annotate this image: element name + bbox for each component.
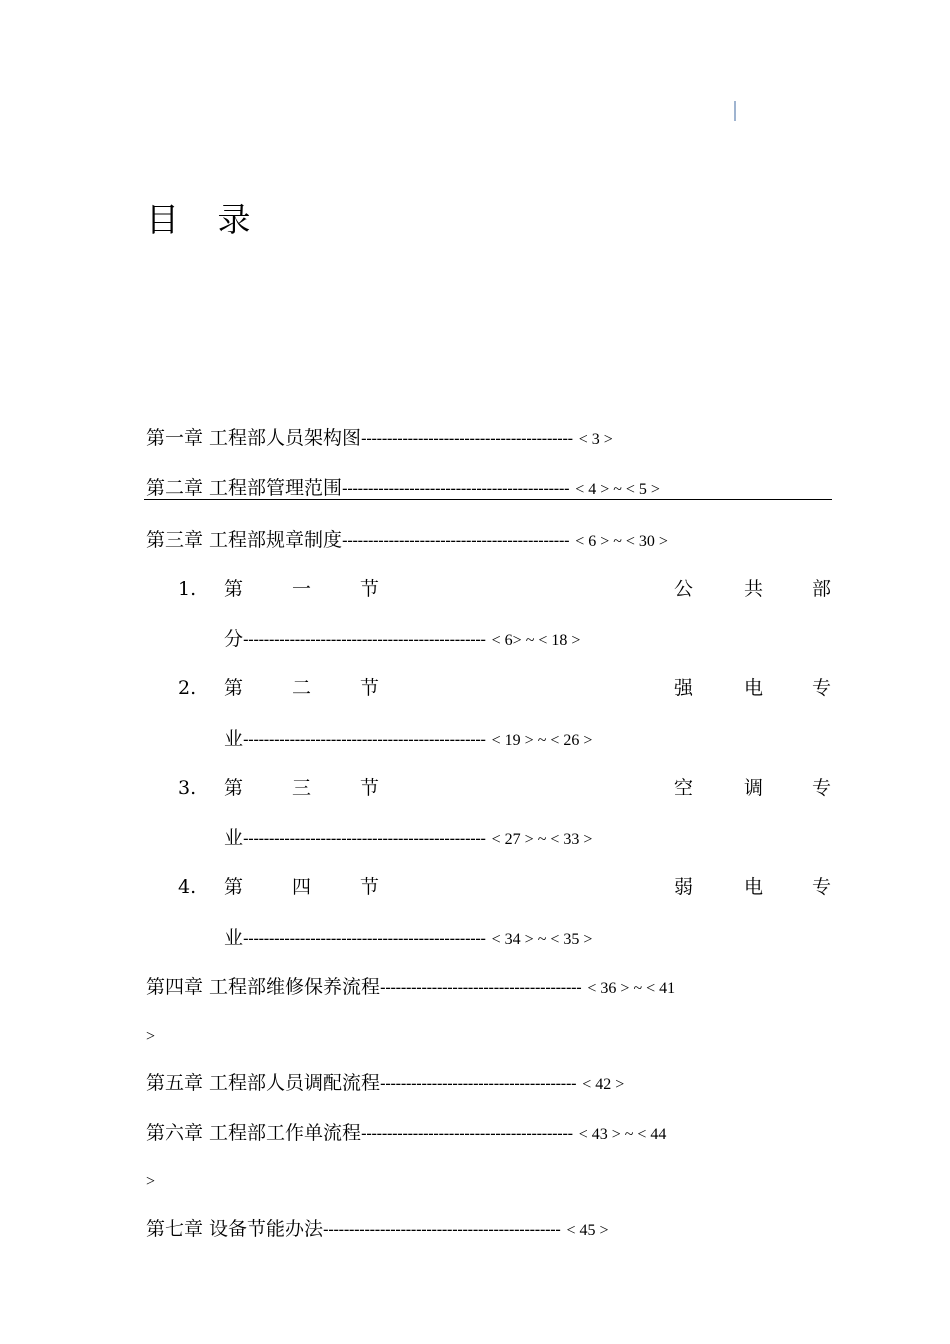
dot-leader: -----------------------------------------------: [243, 829, 486, 848]
section-char: 专: [812, 876, 832, 898]
toc-entry-section-1-cont[interactable]: [224, 626, 580, 654]
toc-entry-chapter-1[interactable]: [146, 425, 613, 453]
page-range: < 6 > ~ < 30 >: [575, 533, 668, 550]
section-char: 节: [360, 677, 380, 699]
section-char: 电: [744, 677, 764, 699]
section-char: 四: [292, 876, 312, 898]
dot-leader: -----------------------------------------: [361, 429, 573, 448]
section-continuation: 业: [224, 827, 244, 849]
dot-leader: --------------------------------------------: [342, 531, 570, 550]
section-char: 弱: [674, 876, 694, 898]
dot-leader: --------------------------------------: [380, 1074, 577, 1093]
dot-leader: -----------------------------------------: [361, 1124, 573, 1143]
section-char: 第: [224, 777, 244, 799]
section-continuation: 业: [224, 927, 244, 949]
dot-leader: --------------------------------------------: [342, 479, 570, 498]
section-char: 一: [292, 578, 312, 600]
section-char: 强: [674, 677, 694, 699]
section-number: 2.: [178, 677, 197, 699]
chapter-label: 第二章 工程部管理范围: [146, 477, 343, 499]
dot-leader: ---------------------------------------: [380, 978, 582, 997]
chapter-label: 第三章 工程部规章制度: [146, 529, 343, 551]
section-char: 专: [812, 677, 832, 699]
section-char: 公: [674, 578, 694, 600]
chapter-label: 第四章 工程部维修保养流程: [146, 976, 381, 998]
section-number: 1.: [178, 578, 197, 600]
page-range: < 43 > ~ < 44: [578, 1126, 667, 1143]
dot-leader: -----------------------------------------------: [243, 630, 486, 649]
toc-entry-section-2-cont[interactable]: [224, 726, 592, 754]
page-range-wrap: >: [146, 1173, 156, 1190]
dot-leader: -----------------------------------------------: [243, 730, 486, 749]
page-range: < 34 > ~ < 35 >: [491, 931, 593, 948]
toc-entry-chapter-3[interactable]: [146, 527, 668, 555]
toc-entry-section-4-cont[interactable]: [224, 925, 592, 953]
section-char: 节: [360, 777, 380, 799]
page-range: < 4 > ~ < 5 >: [575, 481, 660, 498]
toc-entry-chapter-7[interactable]: [146, 1216, 609, 1244]
page-range: < 42 >: [582, 1076, 625, 1093]
section-char: 三: [292, 777, 312, 799]
toc-entry-chapter-5[interactable]: [146, 1070, 624, 1098]
chapter-label: 第五章 工程部人员调配流程: [146, 1072, 381, 1094]
dot-leader: -----------------------------------------------: [243, 929, 486, 948]
section-continuation: 分: [224, 628, 244, 650]
page-range-wrap: >: [146, 1028, 156, 1045]
section-char: 空: [674, 777, 694, 799]
section-char: 专: [812, 777, 832, 799]
chapter-label: 第一章 工程部人员架构图: [146, 427, 362, 449]
section-char: 二: [292, 677, 312, 699]
page-range: < 27 > ~ < 33 >: [491, 831, 593, 848]
page-range: < 19 > ~ < 26 >: [491, 732, 593, 749]
page-range: < 3 >: [578, 431, 613, 448]
section-char: 节: [360, 876, 380, 898]
section-char: 共: [744, 578, 764, 600]
dot-leader: ----------------------------------------------: [323, 1220, 561, 1239]
section-continuation: 业: [224, 728, 244, 750]
page-range: < 36 > ~ < 41: [587, 980, 676, 997]
toc-entry-chapter-6[interactable]: [146, 1120, 666, 1148]
section-char: 第: [224, 578, 244, 600]
page-range: < 45 >: [566, 1222, 609, 1239]
section-number: 3.: [178, 777, 197, 799]
chapter-label: 第七章 设备节能办法: [146, 1218, 324, 1240]
section-char: 电: [744, 876, 764, 898]
toc-entry-section-4[interactable]: [146, 874, 832, 900]
section-char: 部: [812, 578, 832, 600]
text-cursor: [734, 101, 736, 121]
section-char: 调: [744, 777, 764, 799]
page-range: < 6> ~ < 18 >: [491, 632, 581, 649]
section-char: 第: [224, 677, 244, 699]
section-char: 第: [224, 876, 244, 898]
chapter-label: 第六章 工程部工作单流程: [146, 1122, 362, 1144]
section-number: 4.: [178, 876, 197, 898]
section-char: 节: [360, 578, 380, 600]
toc-entry-section-1[interactable]: [146, 576, 832, 602]
toc-entry-section-2[interactable]: [146, 675, 832, 701]
toc-entry-chapter-4[interactable]: [146, 974, 675, 1002]
toc-entry-section-3[interactable]: [146, 775, 832, 801]
toc-entry-section-3-cont[interactable]: [224, 825, 592, 853]
underline-rule: [144, 499, 832, 500]
toc-title: 目 录: [146, 200, 265, 239]
